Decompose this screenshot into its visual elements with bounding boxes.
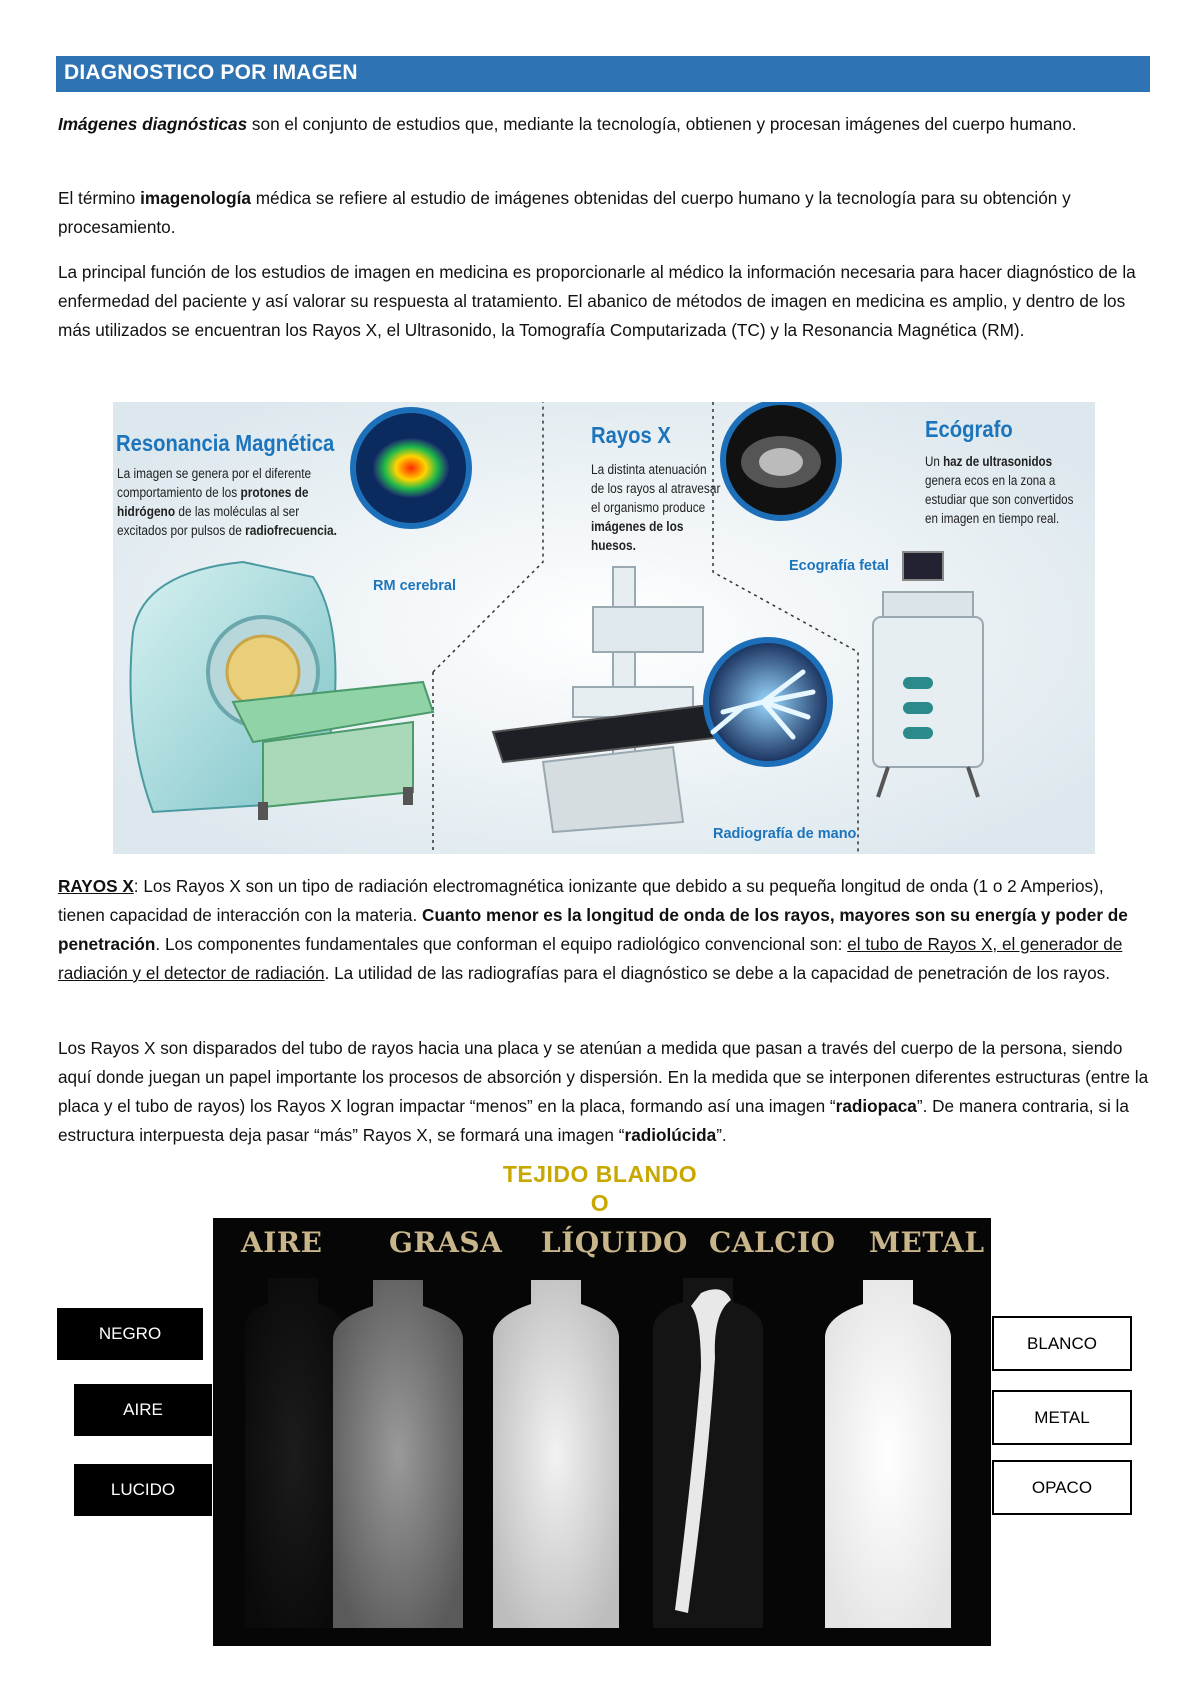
xray-density-image <box>213 1218 991 1646</box>
xray-labels-row <box>213 1218 991 1278</box>
label-box-blanco: BLANCO <box>992 1316 1132 1371</box>
xray-label-grasa: GRASA <box>389 1226 503 1259</box>
rm-title: Resonancia Magnética <box>116 430 335 456</box>
tejido-blando-label: TEJIDO BLANDO O <box>502 1161 698 1216</box>
rx-title: Rayos X <box>591 422 671 448</box>
rm-caption: RM cerebral <box>373 578 457 594</box>
paragraph-funcion: La principal función de los estudios de imagen en medicina es proporcionarle al médico la información necesaria para hacer diagnóstico de la enfermedad del paciente y así valorar su respuesta al tratamiento. El abanico de métodos de imagen en medicina es amplio, y dentro de los más utilizados se encuentran los Rayos X, el Ultrasonido, la Tomografía Computarizada (TC) y la Resonancia Magnética (RM). <box>58 262 1136 340</box>
section-header <box>56 56 1150 92</box>
label-rayos-x: RAYOS X <box>58 876 134 896</box>
paragraph-definition: Imágenes diagnósticas son el conjunto de estudios que, mediante la tecnología, obtienen y procesan imágenes del cuerpo humano. <box>58 114 1077 134</box>
xray-label-calcio: CALCIO <box>709 1226 836 1259</box>
rx-description: La distinta atenuación de los rayos al atravesar el organismo produce imágenes de los huesos. <box>591 462 721 553</box>
rx-caption: Radiografía de mano <box>713 826 857 842</box>
term-imagenes-diagnosticas: Imágenes diagnósticas <box>58 114 248 134</box>
eco-description: Un haz de ultrasonidos genera ecos en la zona a estudiar que son convertidos en imagen en tiempo real. <box>925 454 1074 526</box>
xray-label-liquido: LÍQUIDO <box>541 1226 688 1259</box>
label-box-lucido: LUCIDO <box>74 1464 212 1516</box>
xray-bottles <box>213 1218 991 1646</box>
xray-label-metal: METAL <box>869 1226 985 1259</box>
eco-title: Ecógrafo <box>925 416 1013 442</box>
xray-label-aire: AIRE <box>241 1226 323 1259</box>
paragraph-imagenologia: El término imagenología médica se refiere al estudio de imágenes obtenidas del cuerpo humano y la tecnología para su obtención y procesamiento. <box>58 188 1071 237</box>
rm-description: La imagen se genera por el diferente comportamiento de los protones de hidrógeno de las moléculas al ser excitados por pulsos de radiofrecuencia. <box>117 466 337 538</box>
label-box-aire: AIRE <box>74 1384 212 1436</box>
label-box-metal: METAL <box>992 1390 1132 1445</box>
label-box-opaco: OPACO <box>992 1460 1132 1515</box>
imaging-methods-infographic <box>113 402 1095 854</box>
paragraph-radiopaca: Los Rayos X son disparados del tubo de rayos hacia una placa y se atenúan a medida que pasan a través del cuerpo de la persona, siendo aquí donde juegan un papel importante los procesos de absorción y dispersión. En la medida que se interponen diferentes estructuras (entre la placa y el tubo de rayos) los Rayos X logran impactar “menos” en la placa, formando así una imagen “radiopaca”. De manera contraria, si la estructura interpuesta deja pasar “más” Rayos X, se formará una imagen “radiolúcida”. <box>58 1038 1149 1145</box>
section-title: DIAGNOSTICO POR IMAGEN <box>64 61 358 84</box>
paragraph-rayos-x: RAYOS X: Los Rayos X son un tipo de radiación electromagnética ionizante que debido a su pequeña longitud de onda (1 o 2 Amperios), tienen capacidad de interacción con la materia. Cuanto menor es la longitud de onda de los rayos, mayores son su energía y poder de penetración. Los componentes fundamentales que conforman el equipo radiológico convencional son: el tubo de Rayos X, el generador de radiación y el detector de radiación. La utilidad de las radiografías para el diagnóstico se debe a la capacidad de penetración de los rayos. <box>58 876 1128 983</box>
term-imagenologia: imagenología <box>140 188 251 208</box>
label-box-negro: NEGRO <box>57 1308 203 1360</box>
eco-caption: Ecografía fetal <box>789 558 889 574</box>
